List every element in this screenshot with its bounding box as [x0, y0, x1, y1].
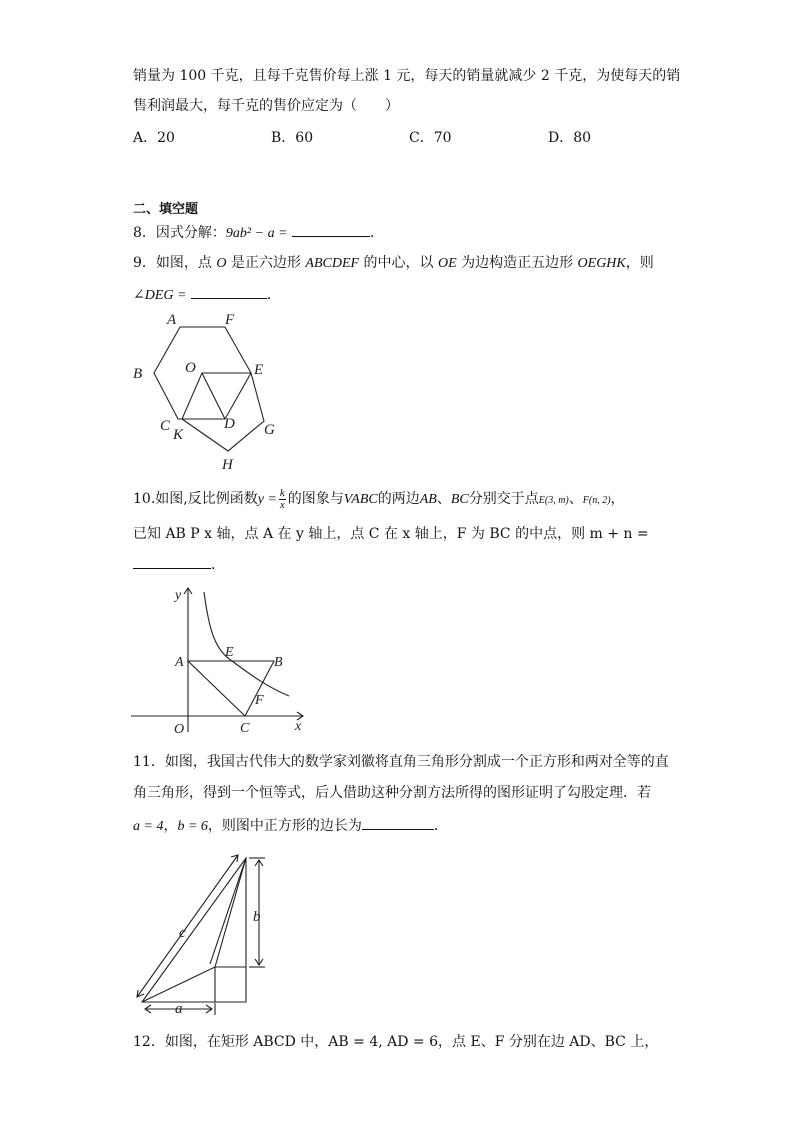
q10-point-f: F(n, 2) [582, 495, 611, 506]
q10-label-a: A [175, 655, 184, 670]
q12-line1: 12．如图，在矩形 ABCD 中，AB = 4, AD = 6，点 E、F 分别在边 AD、BC 上， [133, 1034, 659, 1050]
q11-label-a: a [175, 1001, 183, 1017]
q9-answer-blank[interactable] [191, 284, 267, 299]
q9-text-b: 是正六边形 [226, 255, 306, 271]
q10-point-e: E(3, m) [538, 495, 569, 506]
hypotenuse-split-2 [142, 967, 215, 1002]
q10-line3 [133, 554, 225, 575]
q7-line1: 销量为 100 千克，且每千克售价每上涨 1 元，每天的销量就减少 2 千克，为使每天的销 [133, 68, 681, 84]
q9-hexagon-figure [125, 305, 295, 475]
q11-line1: 11．如图，我国古代伟大的数学家刘徽将直角三角形分割成一个正方形和两对全等的直 [133, 754, 669, 770]
q10-text-c: 的两边 [377, 491, 420, 507]
q10-text-a: 10.如图,反比例函数 [133, 491, 258, 507]
q9-hexagon-name: ABCDEF [305, 256, 360, 271]
right-triangle [142, 858, 246, 1002]
q10-label-x: x [295, 719, 302, 734]
q9-text-a: 9．如图，点 [133, 255, 217, 271]
q7-line2: 售利润最大，每千克的售价应定为（ ） [133, 98, 399, 114]
q10-label-e: E [225, 645, 234, 660]
q9-text-e: ，则 [625, 255, 654, 271]
q11-text: ，则图中正方形的边长为 [207, 818, 362, 834]
q9-label-k: K [173, 427, 184, 443]
q9-label-g: G [264, 422, 275, 438]
q10-side-bc: BC [450, 492, 469, 507]
q8-answer-blank[interactable] [292, 222, 370, 237]
q10-label-b: B [274, 655, 283, 670]
q11-label-b: b [253, 909, 261, 925]
q10-separator-2: 、 [568, 491, 583, 507]
q7-option-c: C．70 [409, 130, 452, 146]
q10-line2: 已知 AB P x 轴，点 A 在 y 轴上，点 C 在 x 轴上，F 为 BC 的中点，则 m + n = [133, 526, 649, 542]
q10-graph-figure [125, 580, 315, 740]
q10-line1 [133, 486, 625, 514]
q9-segment-oe: OE [437, 256, 457, 271]
q9-label-c: C [160, 418, 171, 434]
q9-angle: ∠DEG = [133, 288, 187, 303]
q10-numerator: k [279, 486, 285, 499]
q9-label-d: D [224, 416, 235, 432]
q9-pentagon-name: OEGHK [577, 256, 626, 271]
q9-point-o: O [216, 256, 227, 271]
q10-text-d: 分别交于点 [468, 491, 539, 507]
q9-label-h: H [222, 457, 233, 473]
q11-b-value: b = 6 [177, 819, 208, 834]
q11-answer-blank[interactable] [362, 815, 434, 830]
pentagon [182, 373, 264, 451]
q8-suffix: ． [369, 225, 384, 241]
q7-option-b: B．60 [271, 130, 314, 146]
hypotenuse-split-1 [215, 858, 246, 967]
q11-a-value: a = 4 [133, 819, 164, 834]
q11-right-triangle-figure [125, 845, 285, 1020]
q10-denominator: x [279, 498, 285, 511]
q10-fraction [279, 488, 286, 511]
q9-text-c: 的中心，以 [359, 255, 438, 271]
q11-suffix: ． [433, 818, 448, 834]
q10-label-y: y [175, 588, 182, 603]
incircle-chord [210, 858, 246, 964]
q11-line3 [133, 815, 448, 837]
q8-expression: 9ab² − a = [225, 226, 288, 241]
segment-od [202, 373, 225, 419]
q9-label-a: A [167, 312, 177, 328]
q10-label-o: O [174, 722, 185, 737]
q9-line1 [133, 253, 654, 274]
q10-function: y = [257, 492, 277, 507]
q9-label-f: F [225, 312, 235, 328]
section-title: 二、填空题 [133, 202, 199, 217]
q11-comma: ， [163, 818, 178, 834]
q9-line2 [133, 284, 281, 306]
q9-label-o: O [185, 360, 196, 376]
q8-line [133, 222, 384, 244]
q10-side-ab: AB [419, 492, 437, 507]
q10-text-b: 的图象与 [287, 491, 344, 507]
q10-label-f: F [255, 693, 264, 708]
q8-prefix: 8．因式分解： [133, 225, 226, 241]
q7-option-a: A．20 [133, 130, 175, 146]
q10-answer-blank[interactable] [133, 554, 211, 569]
hyperbola [204, 592, 289, 696]
q10-triangle: VABC [343, 492, 378, 507]
q10-label-c: C [240, 721, 250, 736]
q9-label-b: B [133, 366, 143, 382]
q11-line2: 角三角形，得到一个恒等式，后人借助这种分割方法所得的图形证明了勾股定理．若 [133, 785, 651, 801]
q7-option-d: D．80 [548, 130, 592, 146]
q10-comma: ， [610, 491, 625, 507]
q9-label-e: E [254, 362, 264, 378]
q9-text-d: 为边构造正五边形 [456, 255, 578, 271]
q11-label-c: c [179, 925, 186, 941]
q10-suffix: ． [211, 557, 225, 573]
q9-suffix: ． [266, 287, 281, 303]
q10-separator: 、 [436, 491, 451, 507]
